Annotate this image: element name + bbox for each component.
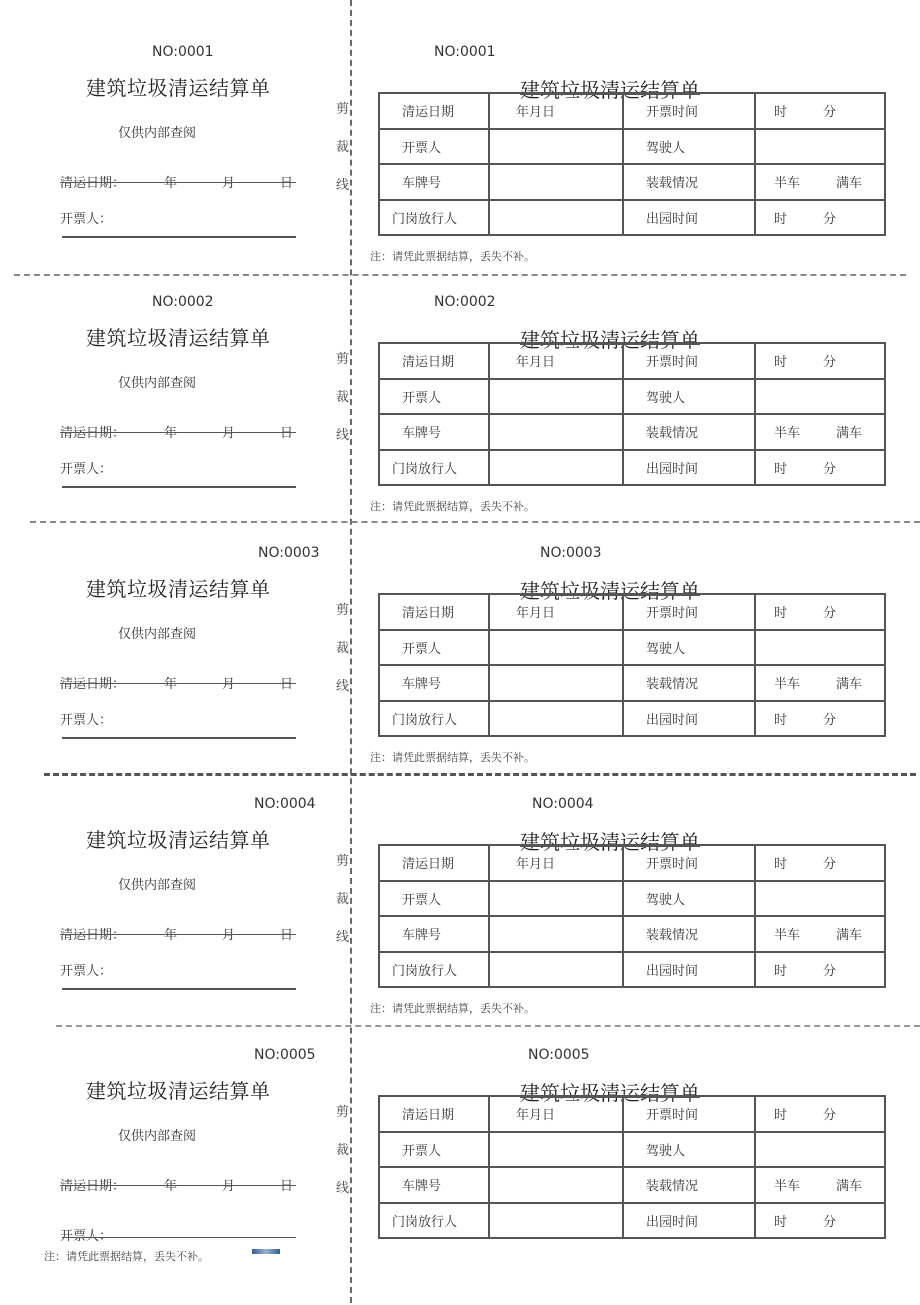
serial-number: NO:0004 bbox=[254, 796, 316, 812]
serial-number: NO:0004 bbox=[532, 796, 594, 812]
cell-label: 驾驶人 bbox=[623, 881, 755, 917]
stub-5 bbox=[0, 1047, 350, 1305]
stub-title: 建筑垃圾清运结算单 bbox=[86, 577, 271, 601]
cell-empty bbox=[489, 450, 623, 486]
cell-load: 半车 满车 bbox=[755, 414, 885, 450]
cell-label: 出园时间 bbox=[623, 701, 755, 737]
cell-label: 车牌号 bbox=[379, 665, 489, 701]
stub-title: 建筑垃圾清运结算单 bbox=[86, 326, 271, 350]
cell-label: 门岗放行人 bbox=[379, 1203, 489, 1239]
serial-number: NO:0002 bbox=[152, 294, 214, 310]
cell-time: 时 分 bbox=[755, 343, 885, 379]
date-label: 清运日期： bbox=[60, 426, 126, 441]
issuer-label: 开票人： bbox=[60, 964, 113, 979]
cell-empty bbox=[489, 164, 623, 200]
cell-load: 半车 满车 bbox=[755, 665, 885, 701]
day-label: 日 bbox=[280, 426, 294, 441]
receipt-table bbox=[378, 342, 886, 486]
stub-4 bbox=[0, 796, 350, 1054]
signature-line bbox=[62, 988, 296, 990]
cell-empty bbox=[489, 701, 623, 737]
clean-date-line bbox=[60, 924, 296, 942]
cell-label: 清运日期 bbox=[379, 845, 489, 881]
cell-value: 年月日 bbox=[489, 1096, 623, 1132]
signature-line bbox=[62, 737, 296, 739]
cut-char: 线 bbox=[336, 930, 350, 945]
cell-label: 开票时间 bbox=[623, 1096, 755, 1132]
cut-char: 线 bbox=[336, 679, 350, 694]
serial-number: NO:0005 bbox=[254, 1047, 316, 1063]
clean-date-line bbox=[60, 673, 296, 691]
cell-label: 装载情况 bbox=[623, 414, 755, 450]
cell-label: 开票人 bbox=[379, 379, 489, 415]
stub-note: 仅供内部查阅 bbox=[118, 878, 197, 893]
serial-number: NO:0003 bbox=[258, 545, 320, 561]
cell-empty bbox=[489, 665, 623, 701]
cell-label: 开票人 bbox=[379, 129, 489, 165]
cell-load: 半车 满车 bbox=[755, 916, 885, 952]
cell-time: 时 分 bbox=[755, 594, 885, 630]
cell-empty bbox=[489, 1132, 623, 1168]
cell-load: 半车 满车 bbox=[755, 164, 885, 200]
issuer-label: 开票人： bbox=[60, 713, 113, 728]
day-label: 日 bbox=[280, 928, 294, 943]
stub-note: 仅供内部查阅 bbox=[118, 627, 197, 642]
signature-line bbox=[62, 1237, 296, 1238]
cell-label: 装载情况 bbox=[623, 164, 755, 200]
cell-empty bbox=[489, 414, 623, 450]
stub-title: 建筑垃圾清运结算单 bbox=[86, 76, 271, 100]
issuer-label: 开票人： bbox=[60, 1229, 113, 1244]
cell-label: 驾驶人 bbox=[623, 129, 755, 165]
cell-value: 年月日 bbox=[489, 93, 623, 129]
cell-label: 开票时间 bbox=[623, 93, 755, 129]
cell-empty bbox=[755, 129, 885, 165]
cut-char: 线 bbox=[336, 1181, 350, 1196]
cell-value: 年月日 bbox=[489, 594, 623, 630]
clean-date-line bbox=[60, 422, 296, 440]
scan-mark bbox=[252, 1249, 280, 1254]
cell-empty bbox=[755, 881, 885, 917]
cell-load: 半车 满车 bbox=[755, 1167, 885, 1203]
signature-line bbox=[62, 236, 296, 238]
receipt-5 bbox=[352, 1047, 920, 1305]
cell-empty bbox=[755, 1132, 885, 1168]
receipt-table bbox=[378, 593, 886, 737]
month-label: 月 bbox=[222, 426, 236, 441]
receipt-title: 建筑垃圾清运结算单 bbox=[520, 830, 700, 854]
receipt-note: 注：请凭此票据结算，丢失不补。 bbox=[370, 500, 535, 513]
day-label: 日 bbox=[280, 176, 294, 191]
cell-empty bbox=[755, 379, 885, 415]
cut-char: 线 bbox=[336, 428, 350, 443]
cell-label: 清运日期 bbox=[379, 594, 489, 630]
cell-label: 开票人 bbox=[379, 1132, 489, 1168]
receipt-title: 建筑垃圾清运结算单 bbox=[520, 1081, 700, 1105]
month-label: 月 bbox=[222, 928, 236, 943]
cell-label: 开票时间 bbox=[623, 343, 755, 379]
cut-char: 裁 bbox=[336, 390, 350, 405]
year-label: 年 bbox=[164, 1179, 178, 1194]
stub-note: 仅供内部查阅 bbox=[118, 126, 197, 141]
year-label: 年 bbox=[164, 426, 178, 441]
day-label: 日 bbox=[280, 677, 294, 692]
cell-label: 车牌号 bbox=[379, 1167, 489, 1203]
cell-label: 装载情况 bbox=[623, 1167, 755, 1203]
cut-char: 剪 bbox=[336, 1105, 350, 1120]
stub-3 bbox=[0, 545, 350, 803]
cell-empty bbox=[489, 952, 623, 988]
cell-time: 时 分 bbox=[755, 845, 885, 881]
serial-number: NO:0002 bbox=[434, 294, 496, 310]
serial-number: NO:0005 bbox=[528, 1047, 590, 1063]
cell-time: 时 分 bbox=[755, 1203, 885, 1239]
cell-value: 年月日 bbox=[489, 845, 623, 881]
month-label: 月 bbox=[222, 176, 236, 191]
stub-title: 建筑垃圾清运结算单 bbox=[86, 1079, 271, 1103]
receipt-table bbox=[378, 92, 886, 236]
cut-char: 裁 bbox=[336, 1143, 350, 1158]
cell-time: 时 分 bbox=[755, 1096, 885, 1132]
cell-time: 时 分 bbox=[755, 952, 885, 988]
receipt-note: 注：请凭此票据结算，丢失不补。 bbox=[370, 1002, 535, 1015]
cell-label: 开票时间 bbox=[623, 845, 755, 881]
cell-label: 门岗放行人 bbox=[379, 200, 489, 236]
cell-label: 出园时间 bbox=[623, 200, 755, 236]
cut-char: 剪 bbox=[336, 603, 350, 618]
serial-number: NO:0001 bbox=[152, 44, 214, 60]
cell-label: 车牌号 bbox=[379, 414, 489, 450]
cell-label: 出园时间 bbox=[623, 952, 755, 988]
cell-empty bbox=[489, 379, 623, 415]
year-label: 年 bbox=[164, 677, 178, 692]
receipt-note: 注：请凭此票据结算，丢失不补。 bbox=[44, 1250, 209, 1263]
cell-label: 清运日期 bbox=[379, 1096, 489, 1132]
cell-label: 驾驶人 bbox=[623, 379, 755, 415]
cell-time: 时 分 bbox=[755, 450, 885, 486]
receipt-title: 建筑垃圾清运结算单 bbox=[520, 78, 700, 102]
receipt-4 bbox=[352, 796, 920, 1054]
issuer-label: 开票人： bbox=[60, 212, 113, 227]
clean-date-line bbox=[60, 1175, 296, 1193]
cut-char: 剪 bbox=[336, 102, 350, 117]
cell-label: 出园时间 bbox=[623, 1203, 755, 1239]
date-label: 清运日期： bbox=[60, 176, 126, 191]
month-label: 月 bbox=[222, 1179, 236, 1194]
year-label: 年 bbox=[164, 176, 178, 191]
cut-char: 线 bbox=[336, 178, 350, 193]
cell-label: 开票时间 bbox=[623, 594, 755, 630]
cell-label: 车牌号 bbox=[379, 164, 489, 200]
serial-number: NO:0003 bbox=[540, 545, 602, 561]
receipt-table bbox=[378, 1095, 886, 1239]
receipt-table bbox=[378, 844, 886, 988]
cell-time: 时 分 bbox=[755, 200, 885, 236]
stub-1 bbox=[0, 44, 350, 302]
cell-label: 开票人 bbox=[379, 881, 489, 917]
cut-char: 裁 bbox=[336, 140, 350, 155]
date-label: 清运日期： bbox=[60, 1179, 126, 1194]
cell-label: 驾驶人 bbox=[623, 1132, 755, 1168]
cell-empty bbox=[489, 1167, 623, 1203]
issuer-label: 开票人： bbox=[60, 462, 113, 477]
receipt-1 bbox=[352, 44, 920, 302]
cell-empty bbox=[489, 881, 623, 917]
cut-char: 剪 bbox=[336, 854, 350, 869]
serial-number: NO:0001 bbox=[434, 44, 496, 60]
cell-label: 清运日期 bbox=[379, 343, 489, 379]
stub-note: 仅供内部查阅 bbox=[118, 376, 197, 391]
cell-label: 门岗放行人 bbox=[379, 450, 489, 486]
clean-date-line bbox=[60, 172, 296, 190]
stub-title: 建筑垃圾清运结算单 bbox=[86, 828, 271, 852]
receipt-3 bbox=[352, 545, 920, 803]
cut-char: 裁 bbox=[336, 892, 350, 907]
cell-empty bbox=[755, 630, 885, 666]
cell-label: 装载情况 bbox=[623, 665, 755, 701]
cell-label: 开票人 bbox=[379, 630, 489, 666]
cell-time: 时 分 bbox=[755, 93, 885, 129]
cell-label: 清运日期 bbox=[379, 93, 489, 129]
receipt-2 bbox=[352, 294, 920, 552]
cell-value: 年月日 bbox=[489, 343, 623, 379]
cell-empty bbox=[489, 129, 623, 165]
cell-empty bbox=[489, 200, 623, 236]
receipt-note: 注：请凭此票据结算，丢失不补。 bbox=[370, 751, 535, 764]
cell-label: 驾驶人 bbox=[623, 630, 755, 666]
cell-label: 车牌号 bbox=[379, 916, 489, 952]
date-label: 清运日期： bbox=[60, 677, 126, 692]
receipt-title: 建筑垃圾清运结算单 bbox=[520, 328, 700, 352]
signature-line bbox=[62, 486, 296, 488]
receipt-note: 注：请凭此票据结算，丢失不补。 bbox=[370, 250, 535, 263]
year-label: 年 bbox=[164, 928, 178, 943]
day-label: 日 bbox=[280, 1179, 294, 1194]
cell-empty bbox=[489, 630, 623, 666]
cell-empty bbox=[489, 1203, 623, 1239]
stub-note: 仅供内部查阅 bbox=[118, 1129, 197, 1144]
stub-2 bbox=[0, 294, 350, 552]
cut-char: 剪 bbox=[336, 352, 350, 367]
cell-label: 出园时间 bbox=[623, 450, 755, 486]
cell-label: 装载情况 bbox=[623, 916, 755, 952]
cell-label: 门岗放行人 bbox=[379, 701, 489, 737]
cut-char: 裁 bbox=[336, 641, 350, 656]
receipt-title: 建筑垃圾清运结算单 bbox=[520, 579, 700, 603]
date-label: 清运日期： bbox=[60, 928, 126, 943]
month-label: 月 bbox=[222, 677, 236, 692]
cell-empty bbox=[489, 916, 623, 952]
cell-label: 门岗放行人 bbox=[379, 952, 489, 988]
cell-time: 时 分 bbox=[755, 701, 885, 737]
